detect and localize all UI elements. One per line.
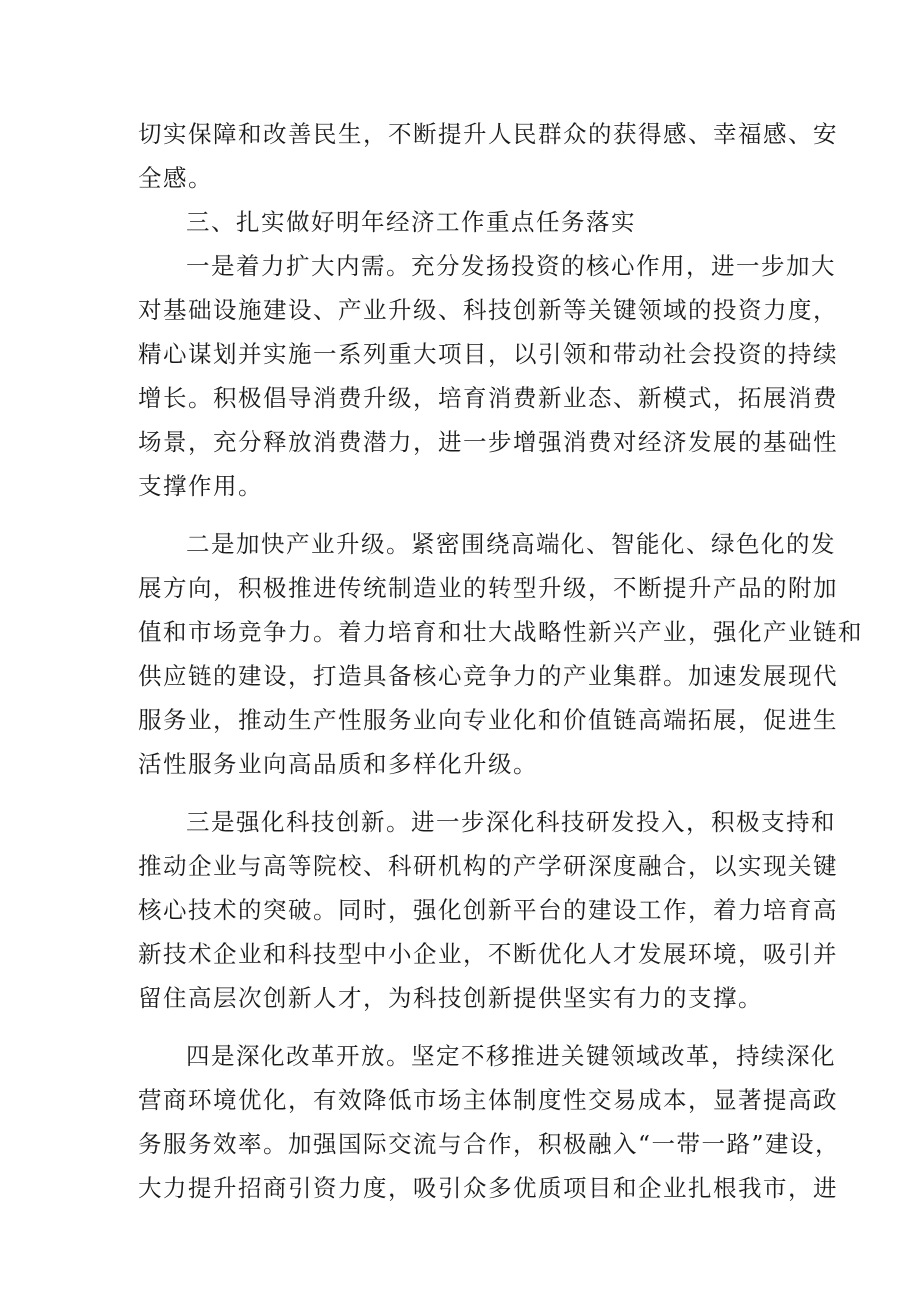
text-line: 对基础设施建设、产业升级、科技创新等关键领域的投资力度， <box>138 296 838 324</box>
text-line: 服务业，推动生产性服务业向专业化和价值链高端拓展，促进生 <box>138 706 838 734</box>
text-line: 全感。 <box>138 164 213 192</box>
paragraph-livelihood <box>138 112 838 200</box>
section-heading <box>138 200 786 244</box>
text-line: 三是强化科技创新。进一步深化科技研发投入，积极支持和 <box>186 808 836 836</box>
text-line: 展方向，积极推进传统制造业的转型升级，不断提升产品的附加 <box>138 574 838 602</box>
text-line: 一是着力扩大内需。充分发扬投资的核心作用，进一步加大 <box>186 252 836 280</box>
text-line: 新技术企业和科技型中小企业，不断优化人才发展环境，吸引并 <box>138 940 838 968</box>
paragraph-industrial-upgrade <box>138 522 863 786</box>
text-line: 大力提升招商引资力度，吸引众多优质项目和企业扎根我市，进 <box>138 1174 838 1202</box>
text-line: 二是加快产业升级。紧密围绕高端化、智能化、绿色化的发 <box>186 530 836 558</box>
text-line: 场景，充分释放消费潜力，进一步增强消费对经济发展的基础性 <box>138 428 838 456</box>
text-line: 核心技术的突破。同时，强化创新平台的建设工作，着力培育高 <box>138 896 838 924</box>
paragraph-domestic-demand <box>138 244 838 508</box>
text-line: 四是深化改革开放。坚定不移推进关键领域改革，持续深化 <box>186 1042 836 1070</box>
document-page <box>138 112 863 1210</box>
paragraph-tech-innovation <box>138 800 838 1020</box>
text-line: 留住高层次创新人才，为科技创新提供坚实有力的支撑。 <box>138 984 763 1012</box>
paragraph-reform-opening <box>138 1034 841 1210</box>
text-line: 精心谋划并实施一系列重大项目，以引领和带动社会投资的持续 <box>138 340 838 368</box>
text-line: 切实保障和改善民生，不断提升人民群众的获得感、幸福感、安 <box>138 120 838 148</box>
text-line: 供应链的建设，打造具备核心竞争力的产业集群。加速发展现代 <box>138 662 838 690</box>
text-line: 增长。积极倡导消费升级，培育消费新业态、新模式，拓展消费 <box>138 384 838 412</box>
text-line: 值和市场竞争力。着力培育和壮大战略性新兴产业，强化产业链和 <box>138 618 863 646</box>
text-line: 营商环境优化，有效降低市场主体制度性交易成本，显著提高政 <box>138 1086 838 1114</box>
text-line: 推动企业与高等院校、科研机构的产学研深度融合，以实现关键 <box>138 852 838 880</box>
heading-line: 三、扎实做好明年经济工作重点任务落实 <box>186 208 636 236</box>
text-line: 务服务效率。加强国际交流与合作，积极融入“一带一路”建设， <box>138 1130 841 1158</box>
text-line: 活性服务业向高品质和多样化升级。 <box>138 750 538 778</box>
text-line: 支撑作用。 <box>138 472 263 500</box>
